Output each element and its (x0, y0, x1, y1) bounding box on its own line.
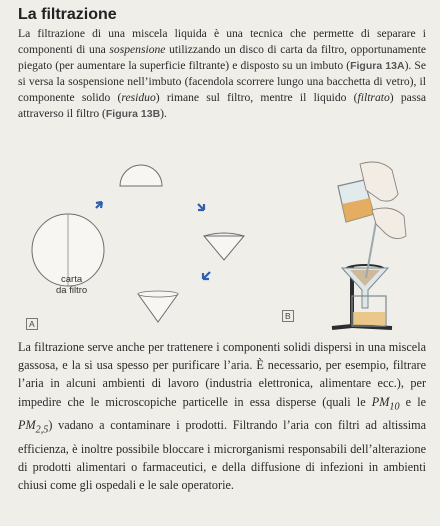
term-residuo: residuo (121, 91, 156, 104)
term-sospensione: sospensione (109, 43, 166, 56)
arrow-step-3-icon (203, 272, 210, 279)
filter-paper-label: carta da filtro (56, 274, 88, 296)
beaker-filtrate (352, 296, 386, 326)
term-filtrato: filtrato (357, 91, 390, 104)
intro-paragraph: La filtrazione di una miscela liquida è una tecnica che permette di separare i componenti di una sospensione utilizzando un disco di carta da filtro, opportunamente piegato (per aumentare la superficie filtrante) e disposto su un imbuto (Figura 13A). Se si versa la sospensione nell’imbuto (facendola scorrere lungo una bacchetta di vetro), il componente solido (residuo) rimane sul filtro, mentre il liquido (filtrato) passa attraverso il filtro (Figura 13B). (18, 27, 427, 120)
arrow-step-2-icon (198, 204, 204, 210)
pm25-term: $PM_{2,5}$ (18, 418, 49, 436)
figure-13 (20, 150, 440, 335)
figure-ref-13b: Figura 13B (105, 108, 161, 120)
figure-tag-b: B (282, 310, 294, 322)
air-filtration-paragraph: La filtrazione serve anche per trattenere i componenti solidi dispersi in una miscela gassosa, e la si usa spesso per purificare l’aria. È necessario, per esempio, filtrare l’aria in alcuni ambienti di lavoro (industria elettronica, alimentare ecc.), per impedire che le microscopiche particelle in essa disperse (quali le $PM_{10}$ e le $PM_{2,5}$) vadano a contaminare i prodotti. Filtrando l’aria con filtri ad altissima efficienza, è inoltre possibile bloccare i microrganismi responsabili dell’alterazione di prodotti alimentari o farmaceutici, e della diffusione di infezioni in ambienti chiusi come gli ospedali e le sale operatorie. (18, 340, 426, 493)
figure-tag-a: A (26, 318, 38, 330)
hand-holding-rod (372, 208, 406, 239)
section-title: La filtrazione (18, 6, 117, 23)
arrow-step-1-icon (96, 202, 102, 208)
filter-paper-half (120, 165, 162, 186)
funnel (342, 268, 388, 308)
filtration-illustration (20, 150, 440, 335)
pm10-term: $PM_{10}$ (371, 394, 400, 413)
filter-paper-cone (138, 291, 178, 322)
figure-ref-13a: Figura 13A (350, 60, 405, 72)
filter-paper-quarter (204, 233, 244, 260)
